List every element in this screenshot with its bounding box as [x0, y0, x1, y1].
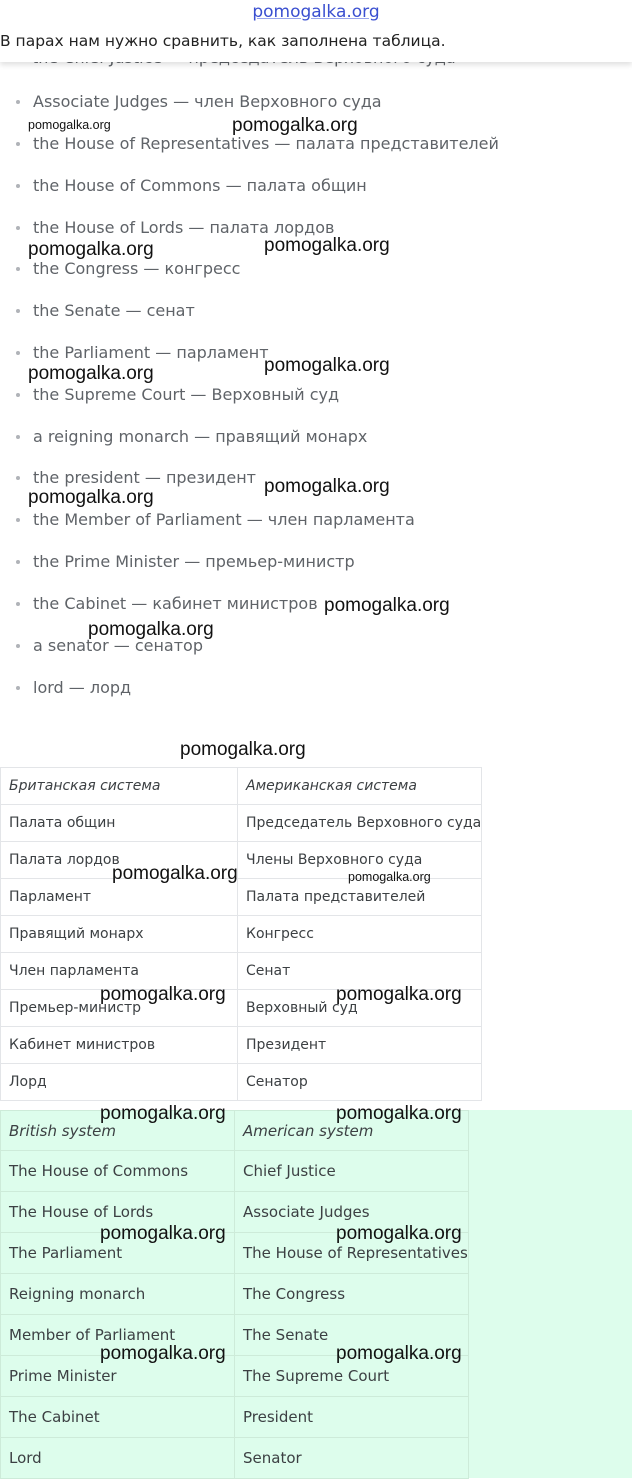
table-cell: Сенатор: [238, 1064, 482, 1101]
table-cell: The Supreme Court: [235, 1356, 469, 1397]
table-row: [1, 805, 482, 842]
table-row: [1, 1027, 482, 1064]
intro-text: В парах нам нужно сравнить, как заполнена таблица.: [0, 32, 446, 50]
bullet-icon: [16, 476, 20, 480]
table-cell: Член парламента: [1, 953, 238, 990]
bullet-icon: [16, 393, 20, 397]
bullet-icon: [16, 518, 20, 522]
table-cell: President: [235, 1397, 469, 1438]
bullet-icon: [16, 602, 20, 606]
table-cell: Палата общин: [1, 805, 238, 842]
table-cell: Правящий монарх: [1, 916, 238, 953]
table-cell: Лорд: [1, 1064, 238, 1101]
site-title-link[interactable]: pomogalka.org: [252, 2, 380, 22]
bullet-icon: [16, 226, 20, 230]
bullet-icon: [16, 644, 20, 648]
table-header-cell: American system: [235, 1111, 469, 1151]
table-cell: Председатель Верховного суда: [238, 805, 482, 842]
table-cell: Члены Верховного суда: [238, 842, 482, 879]
watermark: pomogalka.org: [336, 984, 462, 1005]
table-cell: Палата представителей: [238, 879, 482, 916]
table-cell: Кабинет министров: [1, 1027, 238, 1064]
table-cell: Prime Minister: [1, 1356, 235, 1397]
watermark: pomogalka.org: [264, 476, 390, 497]
watermark: pomogalka.org: [112, 863, 238, 884]
table-cell: Senator: [235, 1438, 469, 1479]
watermark: pomogalka.org: [336, 1343, 462, 1364]
table-cell: Парламент: [1, 879, 238, 916]
table-cell: Chief Justice: [235, 1151, 469, 1192]
table-row: [1, 1397, 469, 1438]
table-cell: Member of Parliament: [1, 1315, 235, 1356]
watermark: pomogalka.org: [28, 487, 154, 508]
table-cell: Конгресс: [238, 916, 482, 953]
watermark: pomogalka.org: [100, 1223, 226, 1244]
table-cell: Reigning monarch: [1, 1274, 235, 1315]
bullet-icon: [16, 142, 20, 146]
watermark: pomogalka.org: [180, 739, 306, 760]
table-row: [1, 1064, 482, 1101]
table-cell: The House of Lords: [1, 1192, 235, 1233]
bullet-icon: [16, 435, 20, 439]
bullet-icon: [16, 686, 20, 690]
watermark: pomogalka.org: [324, 595, 450, 616]
top-bar: [0, 0, 632, 62]
watermark: pomogalka.org: [348, 870, 431, 884]
table-cell: Верховный суд: [238, 990, 482, 1027]
bullet-icon: [16, 351, 20, 355]
table-row: [1, 879, 482, 916]
bullet-icon: [16, 560, 20, 564]
bullet-icon: [16, 100, 20, 104]
table-row: [1, 916, 482, 953]
table-cell: Associate Judges: [235, 1192, 469, 1233]
watermark: pomogalka.org: [100, 1103, 226, 1124]
watermark: pomogalka.org: [232, 115, 358, 136]
table-cell: The Cabinet: [1, 1397, 235, 1438]
table-cell: Палата лордов: [1, 842, 238, 879]
bullet-icon: [16, 184, 20, 188]
table-header-cell: British system: [1, 1111, 235, 1151]
watermark: pomogalka.org: [100, 984, 226, 1005]
table-header-row: [1, 768, 482, 805]
bullet-icon: [16, 309, 20, 313]
table-cell: Президент: [238, 1027, 482, 1064]
english-comparison-table: [0, 1110, 469, 1479]
russian-comparison-table: [0, 767, 482, 1101]
table-cell: Lord: [1, 1438, 235, 1479]
table-row: [1, 1438, 469, 1479]
watermark: pomogalka.org: [264, 235, 390, 256]
table-cell: The Congress: [235, 1274, 469, 1315]
table-row: [1, 1274, 469, 1315]
bullet-icon: [16, 267, 20, 271]
watermark: pomogalka.org: [100, 1343, 226, 1364]
table-row: [1, 1151, 469, 1192]
table-cell: The House of Commons: [1, 1151, 235, 1192]
watermark: pomogalka.org: [336, 1103, 462, 1124]
table-cell: Сенат: [238, 953, 482, 990]
watermark: pomogalka.org: [88, 619, 214, 640]
table-cell: The Senate: [235, 1315, 469, 1356]
table-cell: Премьер-министр: [1, 990, 238, 1027]
watermark: pomogalka.org: [336, 1223, 462, 1244]
table-cell: The House of Representatives: [235, 1233, 469, 1274]
watermark: pomogalka.org: [28, 239, 154, 260]
table-header-cell: Американская система: [238, 768, 482, 805]
watermark: pomogalka.org: [28, 118, 111, 132]
table-cell: The Parliament: [1, 1233, 235, 1274]
table-header-cell: Британская система: [1, 768, 238, 805]
watermark: pomogalka.org: [28, 363, 154, 384]
watermark: pomogalka.org: [264, 355, 390, 376]
